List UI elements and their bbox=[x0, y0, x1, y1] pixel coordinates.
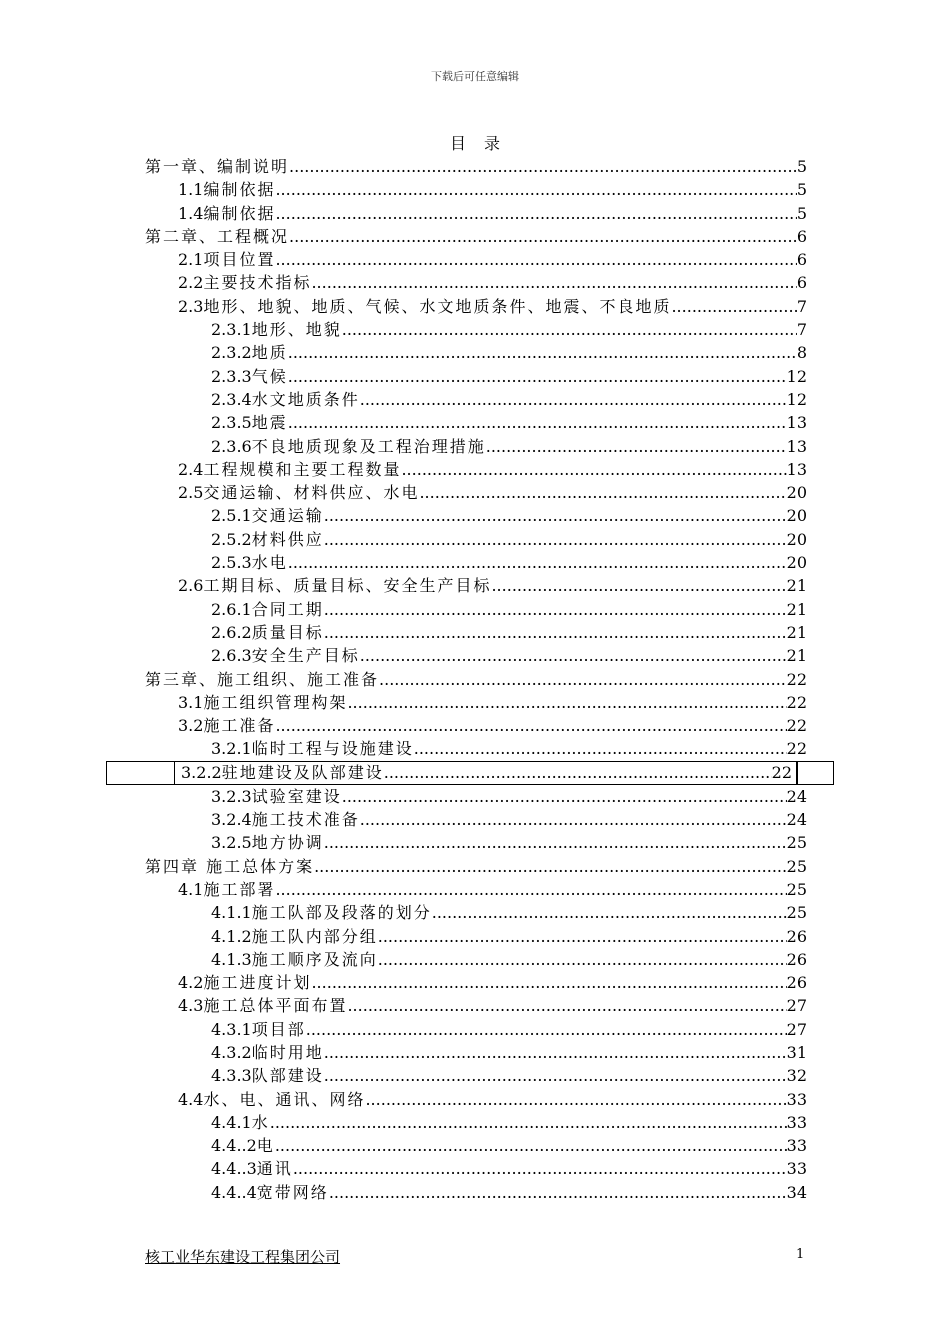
toc-entry-number: 2.6.3 bbox=[211, 646, 252, 666]
toc-leader-dots bbox=[432, 901, 787, 924]
toc-entry[interactable] bbox=[145, 271, 807, 294]
toc-entry-text: 宽带网络 bbox=[256, 1182, 329, 1202]
toc-entry-page: 12 bbox=[786, 389, 807, 409]
toc-entry-number: 1.4 bbox=[178, 203, 204, 223]
toc-entry-text: 质量目标 bbox=[251, 622, 324, 642]
toc-entry[interactable] bbox=[145, 1111, 807, 1134]
toc-entry-page: 20 bbox=[786, 529, 807, 549]
toc-entry-page: 22 bbox=[771, 763, 792, 783]
toc-entry[interactable] bbox=[145, 225, 807, 248]
toc-entry-text: 编制依据 bbox=[203, 203, 276, 223]
toc-leader-dots bbox=[275, 202, 796, 225]
toc-entry[interactable] bbox=[145, 1181, 807, 1204]
toc-leader-dots bbox=[311, 971, 786, 994]
toc-entry[interactable] bbox=[145, 551, 807, 574]
toc-entry[interactable] bbox=[145, 948, 807, 971]
toc-entry-number: 4.4..4 bbox=[211, 1182, 257, 1202]
toc-leader-dots bbox=[486, 435, 787, 458]
toc-entry-page: 20 bbox=[786, 483, 807, 503]
toc-entry-number: 4.4.1 bbox=[211, 1112, 252, 1132]
toc-entry-page: 25 bbox=[786, 903, 807, 923]
toc-leader-dots bbox=[314, 855, 787, 878]
toc-entry-page: 6 bbox=[796, 250, 807, 270]
toc-entry-box-inner bbox=[174, 761, 797, 785]
toc-entry[interactable] bbox=[145, 785, 807, 808]
toc-entry[interactable] bbox=[145, 178, 807, 201]
toc-entry[interactable] bbox=[145, 901, 807, 924]
toc-entry-number: 2.5.2 bbox=[211, 529, 252, 549]
toc-entry-page: 21 bbox=[786, 576, 807, 596]
toc-entry-number: 2.6.1 bbox=[211, 599, 252, 619]
toc-leader-dots bbox=[275, 248, 796, 271]
toc-entry[interactable] bbox=[145, 925, 807, 948]
toc-entry[interactable] bbox=[145, 971, 807, 994]
toc-entry-box-cell bbox=[797, 761, 820, 785]
toc-entry-number: 4.1.2 bbox=[211, 926, 252, 946]
toc-title: 目录 bbox=[449, 134, 518, 153]
toc-entry-number: 3.2.1 bbox=[211, 739, 252, 759]
toc-entry-page: 6 bbox=[796, 226, 807, 246]
toc-leader-dots bbox=[491, 574, 786, 597]
footer-company: 核工业华东建设工程集团公司 bbox=[145, 1248, 341, 1266]
toc-entry[interactable] bbox=[145, 574, 807, 597]
toc-leader-dots bbox=[342, 318, 797, 341]
toc-leader-dots bbox=[329, 1181, 787, 1204]
toc-entry-number: 2.5.1 bbox=[211, 506, 252, 526]
toc-entry-text: 施工总体平面布置 bbox=[203, 996, 348, 1016]
toc-entry[interactable] bbox=[145, 248, 807, 271]
toc-entry-text: 施工队内部分组 bbox=[251, 926, 378, 946]
toc-leader-dots bbox=[347, 691, 786, 714]
toc-entry-page: 25 bbox=[786, 833, 807, 853]
toc-entry[interactable] bbox=[145, 831, 807, 854]
toc-entry-number: 4.3.2 bbox=[211, 1042, 252, 1062]
toc-leader-dots bbox=[288, 551, 787, 574]
toc-entry-page: 5 bbox=[796, 157, 807, 176]
toc-entry[interactable] bbox=[145, 855, 807, 878]
toc-entry-text: 施工部署 bbox=[203, 879, 276, 899]
toc-entry-text: 第二章、工程概况 bbox=[145, 226, 290, 246]
toc-entry[interactable] bbox=[145, 1064, 807, 1087]
toc-entry[interactable] bbox=[145, 714, 807, 737]
toc-entry-text: 临时工程与设施建设 bbox=[251, 739, 414, 759]
toc-entry-page: 21 bbox=[786, 646, 807, 666]
toc-entry-page: 33 bbox=[786, 1112, 807, 1132]
toc-leader-dots bbox=[275, 714, 786, 737]
toc-entry[interactable] bbox=[145, 668, 807, 691]
toc-entry[interactable] bbox=[145, 202, 807, 225]
toc-leader-dots bbox=[275, 178, 796, 201]
toc-entry[interactable] bbox=[145, 644, 807, 667]
header-note: 下载后可任意编辑 bbox=[431, 70, 519, 83]
toc-entry[interactable] bbox=[145, 504, 807, 527]
toc-entry-page: 32 bbox=[786, 1066, 807, 1086]
toc-entry-page: 13 bbox=[786, 459, 807, 479]
toc-entry-number: 2.5.3 bbox=[211, 553, 252, 573]
toc-entry-text: 试验室建设 bbox=[251, 786, 342, 806]
toc-entry-text: 水电 bbox=[251, 553, 288, 573]
toc-leader-dots bbox=[401, 458, 786, 481]
toc-entry-page: 22 bbox=[786, 716, 807, 736]
toc-entry-text: 第一章、编制说明 bbox=[145, 157, 290, 176]
toc-leader-dots bbox=[288, 341, 797, 364]
toc-entry-page: 21 bbox=[786, 599, 807, 619]
toc-entry-text: 水文地质条件 bbox=[251, 389, 360, 409]
toc-entry-number: 3.2.3 bbox=[211, 786, 252, 806]
toc-entry-page: 31 bbox=[786, 1042, 807, 1062]
toc-entry-text: 水、电、通讯、网络 bbox=[203, 1089, 366, 1109]
toc-entry-number: 4.4..2 bbox=[211, 1136, 257, 1156]
toc-entry-text: 气候 bbox=[251, 366, 288, 386]
toc-entry-page: 24 bbox=[786, 810, 807, 830]
toc-entry-text: 主要技术指标 bbox=[203, 273, 312, 293]
toc-entry-text: 临时用地 bbox=[251, 1042, 324, 1062]
toc-leader-dots bbox=[414, 737, 787, 760]
toc-entry-text: 队部建设 bbox=[251, 1066, 324, 1086]
toc-entry-number: 2.6.2 bbox=[211, 622, 252, 642]
toc-entry-page: 21 bbox=[786, 622, 807, 642]
toc-entry-text: 项目部 bbox=[251, 1019, 306, 1039]
toc-entry-page: 5 bbox=[796, 203, 807, 223]
toc-entry-number: 4.3 bbox=[178, 996, 204, 1016]
toc-entry-page: 33 bbox=[786, 1159, 807, 1179]
toc-entry-text: 地形、地貌 bbox=[251, 320, 342, 340]
table-of-contents bbox=[145, 155, 807, 1204]
toc-entry-text: 交通运输、材料供应、水电 bbox=[203, 483, 420, 503]
toc-entry-text: 施工准备 bbox=[203, 716, 276, 736]
toc-entry-text: 施工顺序及流向 bbox=[251, 949, 378, 969]
toc-entry-page: 26 bbox=[786, 973, 807, 993]
toc-entry[interactable] bbox=[145, 318, 807, 341]
toc-entry-number: 2.3.4 bbox=[211, 389, 252, 409]
toc-leader-dots bbox=[384, 761, 772, 784]
toc-leader-dots bbox=[270, 1111, 787, 1134]
toc-entry-text: 电 bbox=[256, 1136, 275, 1156]
toc-entry-number: 2.2 bbox=[178, 273, 204, 293]
toc-entry-page: 34 bbox=[786, 1182, 807, 1202]
toc-entry-text: 工期目标、质量目标、安全生产目标 bbox=[203, 576, 492, 596]
toc-entry-page: 6 bbox=[796, 273, 807, 293]
toc-leader-dots bbox=[324, 598, 787, 621]
toc-entry-page: 22 bbox=[786, 669, 807, 689]
toc-leader-dots bbox=[378, 925, 787, 948]
toc-entry-text: 材料供应 bbox=[251, 529, 324, 549]
toc-entry-page: 7 bbox=[796, 320, 807, 340]
toc-entry-page: 20 bbox=[786, 553, 807, 573]
toc-entry[interactable] bbox=[145, 1041, 807, 1064]
toc-entry-number: 2.3.2 bbox=[211, 343, 252, 363]
toc-entry-number: 2.3.6 bbox=[211, 436, 252, 456]
toc-entry[interactable] bbox=[125, 761, 827, 785]
toc-entry[interactable] bbox=[145, 808, 807, 831]
toc-entry-text: 地方协调 bbox=[251, 833, 324, 853]
toc-entry-page: 8 bbox=[796, 343, 807, 363]
toc-leader-dots bbox=[365, 1088, 786, 1111]
toc-entry[interactable] bbox=[145, 1134, 807, 1157]
toc-entry-text: 水 bbox=[251, 1112, 270, 1132]
toc-entry-text: 地质 bbox=[251, 343, 288, 363]
toc-entry[interactable] bbox=[145, 365, 807, 388]
toc-entry[interactable] bbox=[145, 737, 807, 760]
toc-entry-text: 地形、地貌、地质、气候、水文地质条件、地震、不良地质 bbox=[203, 296, 672, 316]
toc-entry-number: 2.3.1 bbox=[211, 320, 252, 340]
toc-entry-text: 第三章、施工组织、施工准备 bbox=[145, 669, 380, 689]
toc-entry-number: 2.5 bbox=[178, 483, 204, 503]
toc-entry-text: 不良地质现象及工程治理措施 bbox=[251, 436, 486, 456]
toc-entry-page: 25 bbox=[786, 856, 807, 876]
toc-leader-dots bbox=[342, 785, 787, 808]
toc-entry[interactable] bbox=[145, 528, 807, 551]
toc-entry-page: 5 bbox=[796, 180, 807, 200]
toc-leader-dots bbox=[275, 878, 786, 901]
toc-entry-number: 2.4 bbox=[178, 459, 204, 479]
toc-entry-number: 2.3 bbox=[178, 296, 204, 316]
toc-entry[interactable] bbox=[145, 155, 807, 178]
toc-leader-dots bbox=[289, 155, 797, 178]
toc-entry[interactable] bbox=[145, 458, 807, 481]
toc-entry-text: 通讯 bbox=[256, 1159, 293, 1179]
toc-entry-page: 7 bbox=[796, 296, 807, 316]
toc-entry-page: 33 bbox=[786, 1089, 807, 1109]
toc-entry-text: 项目位置 bbox=[203, 250, 276, 270]
toc-entry-page: 27 bbox=[786, 1019, 807, 1039]
toc-entry[interactable] bbox=[145, 1157, 807, 1180]
toc-entry[interactable] bbox=[145, 435, 807, 458]
toc-entry[interactable] bbox=[145, 411, 807, 434]
toc-entry-page: 24 bbox=[786, 786, 807, 806]
toc-leader-dots bbox=[293, 1157, 787, 1180]
toc-leader-dots bbox=[311, 271, 796, 294]
toc-entry-number: 3.2 bbox=[178, 716, 204, 736]
toc-entry-number: 4.1.3 bbox=[211, 949, 252, 969]
toc-leader-dots bbox=[324, 504, 787, 527]
toc-entry-number: 4.1 bbox=[178, 879, 204, 899]
toc-entry-text: 地震 bbox=[251, 413, 288, 433]
toc-entry[interactable] bbox=[145, 1018, 807, 1041]
toc-leader-dots bbox=[378, 948, 787, 971]
toc-leader-dots bbox=[324, 621, 787, 644]
toc-entry-page: 33 bbox=[786, 1136, 807, 1156]
toc-entry-number: 4.3.3 bbox=[211, 1066, 252, 1086]
toc-entry-text: 工程规模和主要工程数量 bbox=[203, 459, 402, 479]
toc-leader-dots bbox=[360, 388, 787, 411]
toc-entry-number: 4.4 bbox=[178, 1089, 204, 1109]
toc-entry[interactable] bbox=[145, 341, 807, 364]
toc-entry[interactable] bbox=[145, 481, 807, 504]
toc-entry[interactable] bbox=[145, 295, 807, 318]
toc-entry-page: 12 bbox=[786, 366, 807, 386]
toc-leader-dots bbox=[288, 365, 787, 388]
toc-leader-dots bbox=[360, 644, 787, 667]
toc-entry-page: 27 bbox=[786, 996, 807, 1016]
toc-entry[interactable] bbox=[145, 878, 807, 901]
toc-entry-text: 驻地建设及队部建设 bbox=[221, 763, 384, 783]
toc-entry-text: 施工进度计划 bbox=[203, 973, 312, 993]
toc-leader-dots bbox=[379, 668, 787, 691]
toc-entry[interactable] bbox=[145, 388, 807, 411]
toc-leader-dots bbox=[288, 411, 787, 434]
toc-leader-dots bbox=[347, 994, 786, 1017]
toc-entry-page: 13 bbox=[786, 436, 807, 456]
toc-entry-number: 4.4..3 bbox=[211, 1159, 257, 1179]
toc-leader-dots bbox=[671, 295, 796, 318]
toc-entry-page: 20 bbox=[786, 506, 807, 526]
toc-entry-number: 2.3.3 bbox=[211, 366, 252, 386]
toc-entry-number: 3.1 bbox=[178, 692, 204, 712]
toc-entry-number: 2.3.5 bbox=[211, 413, 252, 433]
toc-entry-page: 26 bbox=[786, 949, 807, 969]
toc-leader-dots bbox=[306, 1018, 787, 1041]
toc-entry-number: 3.2.5 bbox=[211, 833, 252, 853]
toc-entry-page: 25 bbox=[786, 879, 807, 899]
toc-leader-dots bbox=[289, 225, 797, 248]
footer-page-number: 1 bbox=[796, 1247, 805, 1262]
toc-entry-page: 22 bbox=[786, 692, 807, 712]
toc-leader-dots bbox=[324, 1064, 787, 1087]
toc-entry-text: 施工组织管理构架 bbox=[203, 692, 348, 712]
toc-entry-text: 施工队部及段落的划分 bbox=[251, 903, 432, 923]
toc-leader-dots bbox=[275, 1134, 787, 1157]
toc-entry-text: 编制依据 bbox=[203, 180, 276, 200]
toc-entry-number: 2.1 bbox=[178, 250, 204, 270]
toc-entry[interactable] bbox=[145, 691, 807, 714]
toc-entry-text: 施工技术准备 bbox=[251, 810, 360, 830]
toc-entry-text: 交通运输 bbox=[251, 506, 324, 526]
toc-entry-number: 4.1.1 bbox=[211, 903, 252, 923]
toc-entry-number: 3.2.4 bbox=[211, 810, 252, 830]
toc-entry-number: 3.2.2 bbox=[181, 763, 222, 783]
toc-entry-page: 22 bbox=[786, 739, 807, 759]
toc-entry[interactable] bbox=[145, 621, 807, 644]
toc-leader-dots bbox=[419, 481, 786, 504]
toc-entry-number: 1.1 bbox=[178, 180, 204, 200]
toc-entry-text: 第四章 施工总体方案 bbox=[145, 856, 315, 876]
toc-entry-number: 4.2 bbox=[178, 973, 204, 993]
toc-leader-dots bbox=[360, 808, 787, 831]
toc-entry[interactable] bbox=[145, 598, 807, 621]
toc-entry-number: 2.6 bbox=[178, 576, 204, 596]
toc-leader-dots bbox=[324, 831, 787, 854]
toc-entry-text: 安全生产目标 bbox=[251, 646, 360, 666]
toc-entry-number: 4.3.1 bbox=[211, 1019, 252, 1039]
toc-entry[interactable] bbox=[145, 994, 807, 1017]
toc-entry-page: 26 bbox=[786, 926, 807, 946]
toc-leader-dots bbox=[324, 528, 787, 551]
toc-entry-text: 合同工期 bbox=[251, 599, 324, 619]
toc-entry[interactable] bbox=[145, 1088, 807, 1111]
toc-leader-dots bbox=[324, 1041, 787, 1064]
toc-entry-page: 13 bbox=[786, 413, 807, 433]
